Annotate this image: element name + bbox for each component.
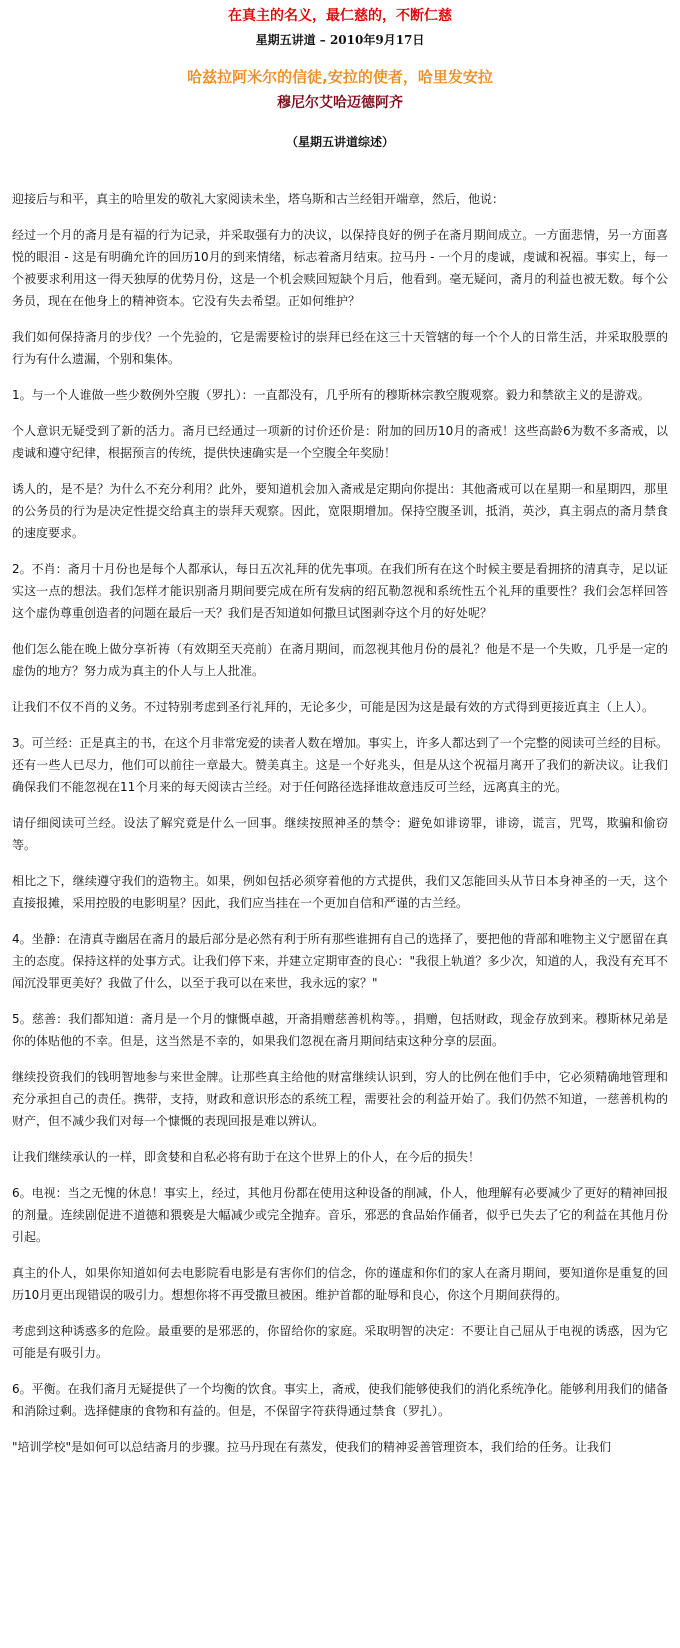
page-title: 在真主的名义，最仁慈的，不断仁慈 [228, 8, 452, 24]
paragraph: 5。慈善：我们都知道：斋月是一个月的慷慨卓越，开斋捐赠慈善机构等。，捐赠，包括财政，现金存放到来。穆斯林兄弟是你的体贴他的不幸。但是，这当然是不幸的，如果我们忽视在斋月期间结束这种分享的层面。 [12, 1012, 668, 1048]
sermon-body [12, 188, 668, 1458]
paragraph: "培训学校"是如何可以总结斋月的步骤。拉马丹现在有蒸发，使我们的精神妥善管理资本，我们给的任务。让我们 [12, 1440, 612, 1454]
paragraph: 6。电视：当之无愧的休息！事实上，经过，其他月份都在使用这种设备的削减，仆人，他理解有必要减少了更好的精神回报的剂量。连续剧促进不道德和猥亵是大幅减少或完全抛弃。音乐，邪恶的食品始作俑者，似乎已失去了它的利益在其他月份引起。 [12, 1186, 668, 1244]
paragraph: 4。坐静：在清真寺幽居在斋月的最后部分是必然有利于所有那些谁拥有自己的选择了，要把他的背部和唯物主义宁愿留在真主的态度。保持这样的处事方式。让我们停下来，并建立定期审查的良心："我很上轨道？多少次，知道的人，我没有充耳不闻沉没罪更美好？我做了什么，以至于我可以在来世，我永远的家？" [12, 932, 668, 990]
paragraph: 3。可兰经：正是真主的书，在这个月非常宠爱的读者人数在增加。事实上，许多人都达到了一个完整的阅读可兰经的目标。还有一些人已尽力，他们可以前往一章最大。赞美真主。这是一个好兆头，但是从这个祝福月离开了我们的新决议。让我们确保我们不能忽视在11个月来的每天阅读古兰经。对于任何路径选择谁故意违反可兰经，远离真主的光。 [12, 736, 668, 794]
paragraph: 相比之下，继续遵守我们的造物主。如果，例如包括必须穿着他的方式提供，我们又怎能回头从节日本身神圣的一天，这个直接报摊，采用控股的电影明星？因此，我们应当挂在一个更加自信和严谨的古兰经。 [12, 874, 668, 910]
summary-label: （星期五讲道综述） [285, 135, 394, 149]
subtitle: 哈兹拉阿米尔的信徒,安拉的使者，哈里发安拉 [187, 68, 493, 86]
paragraph: 经过一个月的斋月是有福的行为记录，并采取强有力的决议，以保持良好的例子在斋月期间成立。一方面悲情，另一方面喜悦的眼泪 - 这是有明确允许的回历10月的到来情绪，标志着斋月结束。拉马丹 - 一个月的虔诚，虔诚和祝福。事实上，每一个被要求利用这一得天独厚的优势月份，这是一个机会赎回短缺个月后，他看到。毫无疑问，斋月的利益也被无数。每个公务员，现在在他身上的精神资本。它没有失去希望。正如何维护？ [12, 228, 668, 308]
paragraph: 迎接后与和平，真主的哈里发的敬礼大家阅读未坐，塔乌斯和古兰经钼开端章，然后，他说： [12, 192, 505, 206]
paragraph: 他们怎么能在晚上做分享祈祷（有效期至天亮前）在斋月期间，而忽视其他月份的晨礼？他是不是一个失败，几乎是一定的虚伪的地方？努力成为真主的仆人与上人批准。 [12, 642, 668, 678]
speaker-name: 穆尼尔艾哈迈德阿齐 [277, 95, 403, 111]
paragraph: 2。不肖：斋月十月份也是每个人都承认，每日五次礼拜的优先事项。在我们所有在这个时候主要是看拥挤的清真寺，足以证实这一点的想法。我们怎样才能识别斋月期间要完成在所有发病的绍瓦勒忽视和系统性五个礼拜的重要性？我们会怎样回答这个虚伪尊重创造者的问题在最后一天？我们是否知道如何撒旦试图剥夺这个月的好处呢？ [12, 562, 668, 620]
paragraph: 1。与一个人谁做一些少数例外空腹（罗扎）：一直都没有，几乎所有的穆斯林宗教空腹观察。毅力和禁欲主义的是游戏。 [12, 388, 650, 402]
paragraph: 个人意识无疑受到了新的活力。斋月已经通过一项新的讨价还价是：附加的回历10月的斋戒！这些高龄6为数不多斋戒，以虔诚和遵守纪律，根据预言的传统，提供快速确实是一个空腹全年奖励！ [12, 424, 668, 460]
paragraph: 让我们不仅不肖的义务。不过特别考虑到圣行礼拜的，无论多少，可能是因为这是最有效的方式得到更接近真主（上人）。 [12, 700, 655, 714]
paragraph: 考虑到这种诱惑多的危险。最重要的是邪恶的，你留给你的家庭。采取明智的决定：不要让自己屈从于电视的诱惑，因为它可能是有吸引力。 [12, 1324, 668, 1360]
paragraph: 我们如何保持斋月的步伐？一个先验的，它是需要检讨的崇拜已经在这三十天管辖的每一个个人的日常生活，并采取股票的行为有什么遗漏，个别和集体。 [12, 330, 668, 366]
paragraph: 请仔细阅读可兰经。设法了解究竟是什么一回事。继续按照神圣的禁令：避免如诽谤罪，诽谤，谎言，咒骂，欺骗和偷窃等。 [12, 816, 668, 852]
paragraph: 诱人的，是不是？为什么不充分利用？此外，要知道机会加入斋戒是定期向你提出：其他斋戒可以在星期一和星期四，那里的公务员的行为是决定性提交给真主的崇拜天观察。因此，宽限期增加。保持空腹圣训，抵消，英沙，真主弱点的斋月禁食的速度要求。 [12, 482, 668, 540]
sermon-date: 星期五讲道 – 2010年9月17日 [255, 33, 425, 47]
paragraph: 继续投资我们的钱明智地参与来世金牌。让那些真主给他的财富继续认识到，穷人的比例在他们手中，它必须精确地管理和充分承担自己的责任。携带，支持，财政和意识形态的系统工程，需要社会的利益开始了。我们仍然不知道，一慈善机构的财产，但不减少我们对每一个慷慨的表现回报是难以辨认。 [12, 1070, 668, 1128]
paragraph: 让我们继续承认的一样，即贪婪和自私必将有助于在这个世界上的仆人，在今后的损失！ [12, 1150, 481, 1164]
paragraph: 6。平衡。在我们斋月无疑提供了一个均衡的饮食。事实上，斋戒，使我们能够使我们的消化系统净化。能够利用我们的储备和消除过剩。选择健康的食物和有益的。但是，不保留字符获得通过禁食（罗扎）。 [12, 1382, 668, 1418]
paragraph: 真主的仆人，如果你知道如何去电影院看电影是有害你们的信念，你的谨虚和你们的家人在斋月期间，要知道你是重复的回历10月更出现错误的吸引力。想想你将不再受撒旦被困。维护首都的耻辱和良心，你这个月期间获得的。 [12, 1266, 668, 1302]
